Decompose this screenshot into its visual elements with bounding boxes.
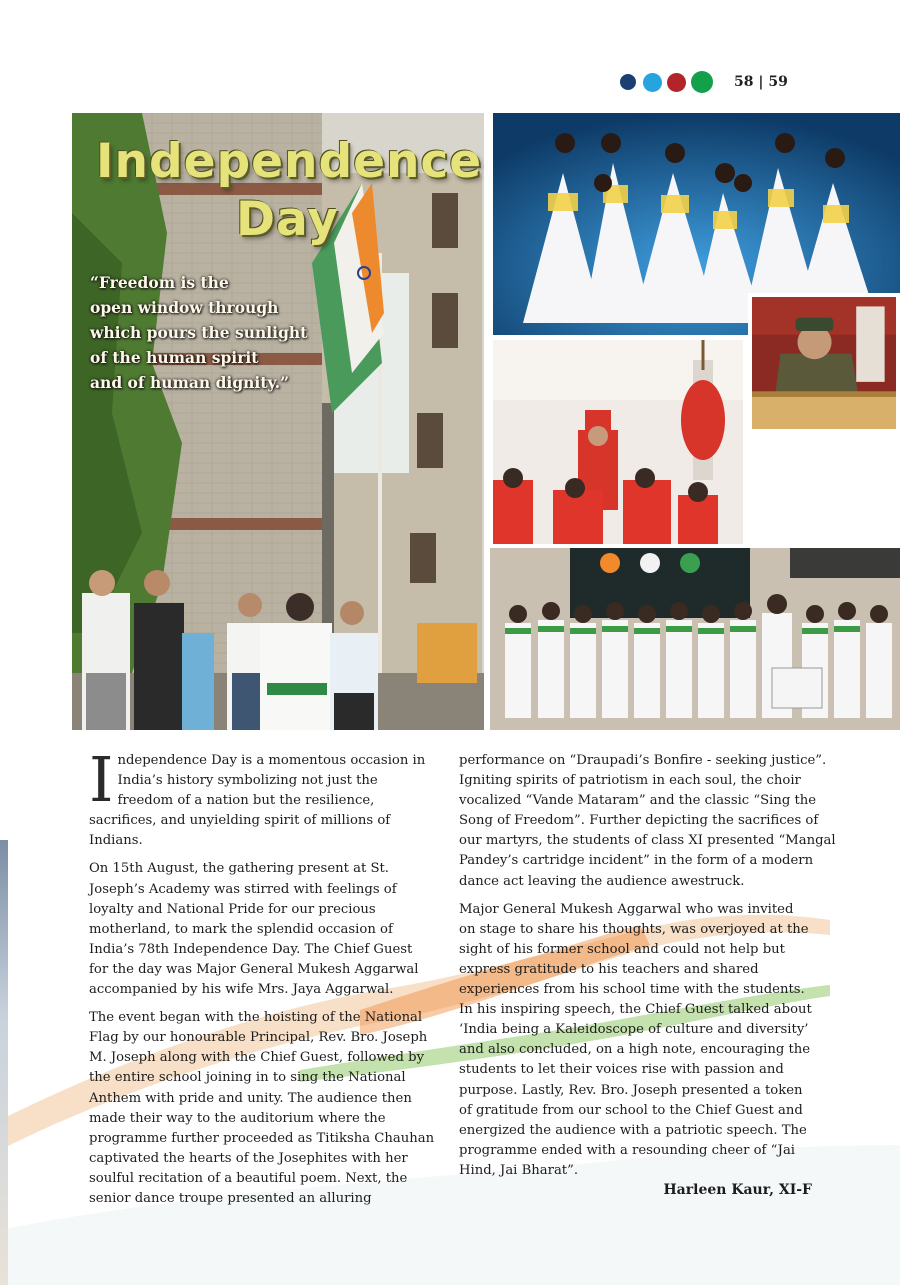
text-line: loyalty and National Pride for our precious: [89, 901, 376, 917]
text-line: ‘India being a Kaleidoscope of culture and diversity’: [459, 1022, 809, 1038]
text-line: India’s history symbolizing not just the: [117, 773, 378, 789]
choir-photo: [490, 548, 900, 730]
text-line: Major General Mukesh Aggarwal who was invited: [459, 901, 794, 917]
article-left-column: [89, 743, 435, 1217]
article-paragraph: [459, 751, 836, 892]
page-header: [620, 68, 788, 96]
red-dot-icon: [667, 73, 686, 92]
navy-dot-icon: [620, 74, 636, 90]
text-line: India’s 78th Independence Day. The Chief Guest: [89, 941, 413, 957]
text-line: Song of Freedom”. Further depicting the sacrifices of: [459, 813, 819, 829]
text-line: the entire school joining in to sing the National: [89, 1070, 406, 1086]
feature-title-line-2: Day: [236, 192, 339, 247]
text-line: On 15th August, the gathering present at St.: [89, 861, 389, 877]
text-line: purpose. Lastly, Rev. Bro. Joseph presented a token: [459, 1082, 803, 1098]
article-paragraph: [459, 900, 811, 1181]
text-line: Joseph’s Academy was stirred with feelings of: [89, 881, 397, 897]
text-line: students to let their voices rise with passion and: [459, 1062, 784, 1078]
text-line: freedom of a nation but the resilience,: [117, 793, 375, 809]
mangal-pandey-act-photo: [493, 340, 743, 544]
page-numbers: 58 | 59: [734, 74, 788, 90]
quote-line: and of human dignity.”: [90, 373, 290, 392]
chief-guest-photo: [748, 293, 900, 433]
text-line: Igniting spirits of patriotism in each soul, the choir: [459, 773, 801, 789]
freedom-quote: [90, 270, 330, 395]
text-line: on stage to share his thoughts, was overjoyed at the: [459, 921, 809, 937]
quote-line: of the human spirit: [90, 348, 259, 367]
quote-line: which pours the sunlight: [90, 323, 308, 342]
feature-title-line-1: Independence: [96, 134, 483, 189]
article-paragraph: [89, 859, 429, 1000]
text-line: experiences from his school time with the students.: [459, 982, 805, 998]
quote-line: “Freedom is the: [90, 273, 229, 292]
text-line: sacrifices, and unyielding spirit of millions of: [89, 813, 391, 829]
text-line: our martyrs, the students of class XI presented “Mangal: [459, 833, 836, 849]
text-line: programme further proceeded as Titiksha Chauhan: [89, 1130, 435, 1146]
article-paragraph: [89, 1008, 435, 1209]
text-line: and also concluded, on a high note, encouraging the: [459, 1042, 811, 1058]
text-line: for the day was Major General Mukesh Aggarwal: [89, 961, 419, 977]
text-line: energized the audience with a patriotic speech. The: [459, 1122, 807, 1138]
text-line: made their way to the auditorium where the: [89, 1110, 386, 1126]
text-line: programme ended with a resounding cheer of “Jai: [459, 1142, 796, 1158]
text-line: Pandey’s cartridge incident” in the form of a modern: [459, 853, 814, 869]
text-line: captivated the hearts of the Josephites with her: [89, 1150, 408, 1166]
text-line: Hind, Jai Bharat”.: [459, 1162, 579, 1178]
text-line: performance on “Draupadi’s Bonfire - seeking justice”.: [459, 753, 827, 768]
text-line: soulful recitation of a beautiful poem. Next, the: [89, 1170, 408, 1186]
text-line: The event began with the hoisting of the National: [89, 1010, 423, 1026]
text-line: ndependence Day is a momentous occasion in: [117, 753, 426, 768]
text-line: sight of his former school and could not help but: [459, 941, 785, 957]
text-line: dance act leaving the audience awestruck.: [459, 873, 745, 889]
text-line: vocalized “Vande Mataram” and the classic “Sing the: [459, 793, 817, 809]
text-line: In his inspiring speech, the Chief Guest talked about: [459, 1002, 812, 1018]
text-line: Indians.: [89, 833, 143, 849]
quote-line: open window through: [90, 298, 279, 317]
text-line: of gratitude from our school to the Chief Guest and: [459, 1102, 803, 1118]
sky-dot-icon: [643, 73, 662, 92]
green-dot-icon: [691, 71, 713, 93]
article-author: Harleen Kaur, XI-F: [663, 1182, 812, 1198]
text-line: Flag by our honourable Principal, Rev. Bro. Joseph: [89, 1030, 428, 1046]
article-paragraph: [89, 743, 429, 851]
text-line: accompanied by his wife Mrs. Jaya Aggarwal.: [89, 982, 394, 998]
article-right-column: [459, 751, 836, 1189]
text-line: Anthem with pride and unity. The audience then: [89, 1090, 412, 1106]
text-line: M. Joseph along with the Chief Guest, followed by: [89, 1050, 425, 1066]
text-line: motherland, to mark the splendid occasion of: [89, 921, 393, 937]
drop-cap: I: [89, 743, 114, 816]
page-edge-sliver: [0, 840, 8, 1285]
text-line: express gratitude to his teachers and shared: [459, 961, 759, 977]
text-line: senior dance troupe presented an alluring: [89, 1190, 372, 1206]
